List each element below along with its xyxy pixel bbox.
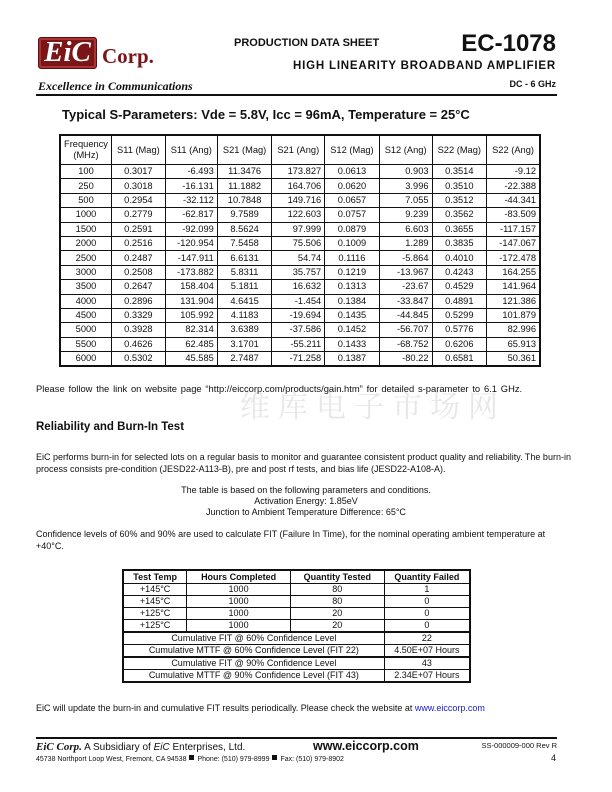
sparam-cell: 3.1701 <box>217 337 272 351</box>
sparam-cell: 0.1384 <box>325 294 380 308</box>
sparam-cell: 0.3512 <box>432 193 487 207</box>
watermark: 维库电子市场网 <box>240 390 506 425</box>
burnin-row <box>123 596 470 608</box>
sparam-cell: 0.5302 <box>112 352 166 367</box>
company-tagline: Excellence in Communications <box>38 79 193 93</box>
part-number: EC-1078 <box>461 30 556 57</box>
sparam-cell: 131.904 <box>165 294 217 308</box>
sparam-cell: 1.289 <box>379 236 432 250</box>
burnin-row <box>123 584 470 596</box>
conditions-line: The table is based on the following parameters and conditions. <box>181 485 431 495</box>
sparam-row <box>60 337 540 351</box>
sparam-cell: 141.964 <box>487 280 540 294</box>
sparam-cell: 0.4891 <box>432 294 487 308</box>
logo-corp-text: Corp. <box>102 44 154 68</box>
sparam-cell: 164.706 <box>272 179 325 193</box>
sparam-cell: -147.911 <box>165 251 217 265</box>
burnin-summary-row <box>123 645 470 658</box>
sparam-cell: 3500 <box>60 280 112 294</box>
summary-label: Cumulative MTTF @ 90% Confidence Level (FIT 43) <box>123 670 384 683</box>
sparam-cell: 45.585 <box>165 352 217 367</box>
sparam-cell: 97.999 <box>272 222 325 236</box>
sparam-cell: 0.1009 <box>325 236 380 250</box>
bullet-square-icon <box>272 755 277 760</box>
sparam-column-header: S21 (Ang) <box>272 135 325 165</box>
header-divider <box>36 94 557 96</box>
sparam-cell: -120.954 <box>165 236 217 250</box>
sparam-cell: 173.827 <box>272 165 325 179</box>
sparam-cell: 7.5458 <box>217 236 272 250</box>
sparam-cell: 11.1882 <box>217 179 272 193</box>
sparam-cell: -37.586 <box>272 323 325 337</box>
burnin-summary-row <box>123 657 470 670</box>
burnin-cell: 20 <box>290 608 384 620</box>
burnin-cell: +145°C <box>123 596 187 608</box>
sparam-cell: 4000 <box>60 294 112 308</box>
burnin-cell: 1000 <box>187 608 291 620</box>
sparam-cell: 9.7589 <box>217 208 272 222</box>
summary-value: 4.50E+07 Hours <box>384 645 470 658</box>
sparam-cell: 2.7487 <box>217 352 272 367</box>
footer-contact <box>36 755 344 763</box>
burnin-cell: 0 <box>384 620 470 633</box>
sparam-row <box>60 323 540 337</box>
sparam-cell: 4.6415 <box>217 294 272 308</box>
sparam-cell: -6.493 <box>165 165 217 179</box>
burnin-column-header: Test Temp <box>123 570 187 584</box>
sparam-cell: 6.6131 <box>217 251 272 265</box>
sparam-cell: 0.3017 <box>112 165 166 179</box>
sparam-cell: 0.1313 <box>325 280 380 294</box>
sparam-cell: 5500 <box>60 337 112 351</box>
sparam-cell: 2500 <box>60 251 112 265</box>
sparam-cell: 7.055 <box>379 193 432 207</box>
sparam-cell: 0.4010 <box>432 251 487 265</box>
sparam-row <box>60 280 540 294</box>
product-title: HIGH LINEARITY BROADBAND AMPLIFIER <box>293 60 556 72</box>
sparam-cell: 3000 <box>60 265 112 279</box>
sparam-cell: 1000 <box>60 208 112 222</box>
page-number: 4 <box>550 753 556 763</box>
sparam-cell: 0.3329 <box>112 308 166 322</box>
sparam-cell: 0.0879 <box>325 222 380 236</box>
sparam-cell: 164.255 <box>487 265 540 279</box>
burnin-cell: 0 <box>384 608 470 620</box>
summary-value: 22 <box>384 632 470 645</box>
sparam-row <box>60 308 540 322</box>
sparam-cell: 1500 <box>60 222 112 236</box>
sparam-cell: 16.632 <box>272 280 325 294</box>
sparam-note: Please follow the link on website page “http://eiccorp.com/products/gain.htm” for detailed s-parameter to 6.1 GHz. <box>36 383 523 394</box>
sparam-cell: 0.3510 <box>432 179 487 193</box>
sparam-column-header: S22 (Mag) <box>432 135 487 165</box>
sparam-cell: 0.1219 <box>325 265 380 279</box>
sparam-cell: 3.996 <box>379 179 432 193</box>
sparam-column-header: Frequency (MHz) <box>60 135 112 165</box>
sparam-cell: -71.258 <box>272 352 325 367</box>
doc-number: SS-000009-000 Rev R <box>481 741 557 750</box>
burnin-cell: 1000 <box>187 584 291 596</box>
sparam-cell: -172.478 <box>487 251 540 265</box>
sparam-cell: 6.603 <box>379 222 432 236</box>
burnin-cell: 20 <box>290 620 384 633</box>
sparam-cell: 9.239 <box>379 208 432 222</box>
burnin-summary-row <box>123 632 470 645</box>
sparam-row <box>60 208 540 222</box>
sparam-cell: 65.913 <box>487 337 540 351</box>
update-note <box>36 703 485 713</box>
burnin-cell: 0 <box>384 596 470 608</box>
update-note-text: EiC will update the burn-in and cumulative FIT results periodically. Please check the website at <box>36 703 415 713</box>
sparam-cell: 2000 <box>60 236 112 250</box>
burnin-summary-row <box>123 670 470 683</box>
sparam-cell: 0.4626 <box>112 337 166 351</box>
burnin-table <box>122 569 471 683</box>
sparam-cell: 0.1387 <box>325 352 380 367</box>
sparam-cell: 0.2516 <box>112 236 166 250</box>
sparam-cell: 50.361 <box>487 352 540 367</box>
reliability-title: Reliability and Burn-In Test <box>36 421 185 433</box>
burnin-cell: 80 <box>290 584 384 596</box>
temperature-difference: Junction to Ambient Temperature Difference: 65°C <box>206 507 406 517</box>
sparam-cell: -68.752 <box>379 337 432 351</box>
bullet-square-icon <box>189 755 194 760</box>
sparam-cell: 0.1452 <box>325 323 380 337</box>
burnin-body <box>123 584 470 683</box>
sparam-cell: 8.5624 <box>217 222 272 236</box>
sparam-column-header: S22 (Ang) <box>487 135 540 165</box>
sparam-cell: -117.157 <box>487 222 540 236</box>
summary-label: Cumulative MTTF @ 60% Confidence Level (FIT 22) <box>123 645 384 658</box>
sparam-cell: 0.6581 <box>432 352 487 367</box>
sparam-cell: 82.996 <box>487 323 540 337</box>
sparam-cell: 0.4529 <box>432 280 487 294</box>
activation-energy: Activation Energy: 1.85eV <box>254 496 358 506</box>
sparam-cell: 0.5299 <box>432 308 487 322</box>
sparam-cell: -147.067 <box>487 236 540 250</box>
sparam-cell: 0.0657 <box>325 193 380 207</box>
sparam-cell: 122.603 <box>272 208 325 222</box>
sparam-cell: 0.4243 <box>432 265 487 279</box>
sparam-cell: -83.509 <box>487 208 540 222</box>
phone: Phone: (510) 979-8999 <box>197 756 270 763</box>
reliability-intro: EiC performs burn-in for selected lots on a regular basis to monitor and guarantee consistent product quality and reliability. The burn-in process consists pre-condition (JESD22-A113-B), pre and post rf tests, and bias life (JESD22-A108-A). <box>36 452 571 474</box>
sparam-cell: 0.5776 <box>432 323 487 337</box>
sparam-cell: 5.1811 <box>217 280 272 294</box>
sparam-cell: -44.341 <box>487 193 540 207</box>
burnin-column-header: Hours Completed <box>187 570 291 584</box>
sparam-cell: 0.3018 <box>112 179 166 193</box>
sparam-cell: 121.386 <box>487 294 540 308</box>
sparam-cell: -16.131 <box>165 179 217 193</box>
summary-value: 43 <box>384 657 470 670</box>
sparam-cell: 0.2896 <box>112 294 166 308</box>
logo-mark: EiC <box>44 36 91 68</box>
sparam-cell: 0.6206 <box>432 337 487 351</box>
burnin-column-header: Quantity Tested <box>290 570 384 584</box>
sparam-cell: 105.992 <box>165 308 217 322</box>
burnin-row <box>123 620 470 633</box>
sparam-row <box>60 179 540 193</box>
sparam-column-header: S12 (Ang) <box>379 135 432 165</box>
burnin-cell: +145°C <box>123 584 187 596</box>
burnin-cell: +125°C <box>123 608 187 620</box>
sparam-cell: 0.2591 <box>112 222 166 236</box>
burnin-cell: +125°C <box>123 620 187 633</box>
sparam-cell: 4500 <box>60 308 112 322</box>
sparam-cell: 62.485 <box>165 337 217 351</box>
burnin-row <box>123 608 470 620</box>
sparam-cell: 11.3476 <box>217 165 272 179</box>
sparam-cell: 158.404 <box>165 280 217 294</box>
sparam-cell: 54.74 <box>272 251 325 265</box>
footer-subsidiary-prefix: A Subsidiary of <box>81 742 154 753</box>
sparam-cell: 0.3514 <box>432 165 487 179</box>
sparam-column-header: S12 (Mag) <box>325 135 380 165</box>
sparam-cell: 5000 <box>60 323 112 337</box>
sparam-column-header: S21 (Mag) <box>217 135 272 165</box>
sparam-cell: 3.6389 <box>217 323 272 337</box>
sparam-cell: 35.757 <box>272 265 325 279</box>
sparam-cell: 0.2954 <box>112 193 166 207</box>
summary-label: Cumulative FIT @ 90% Confidence Level <box>123 657 384 670</box>
sparam-column-header: S11 (Mag) <box>112 135 166 165</box>
sparam-cell: 5.8311 <box>217 265 272 279</box>
sparam-cell: 0.1433 <box>325 337 380 351</box>
sparam-cell: 100 <box>60 165 112 179</box>
sparam-cell: -55.211 <box>272 337 325 351</box>
sparam-cell: 0.0613 <box>325 165 380 179</box>
doc-type: PRODUCTION DATA SHEET <box>234 37 380 49</box>
frequency-range: DC - 6 GHz <box>509 79 556 89</box>
sparam-column-header: S11 (Ang) <box>165 135 217 165</box>
sparam-cell: 10.7848 <box>217 193 272 207</box>
sparam-row <box>60 165 540 179</box>
sparam-cell: 250 <box>60 179 112 193</box>
sparam-cell: 0.3835 <box>432 236 487 250</box>
footer-subsidiary-suffix: Enterprises, Ltd. <box>169 742 246 753</box>
sparam-cell: -56.707 <box>379 323 432 337</box>
sparam-row <box>60 222 540 236</box>
sparam-cell: -92.099 <box>165 222 217 236</box>
sparam-cell: 82.314 <box>165 323 217 337</box>
sparam-cell: 0.903 <box>379 165 432 179</box>
sparam-cell: -80.22 <box>379 352 432 367</box>
sparam-cell: 500 <box>60 193 112 207</box>
sparam-cell: 0.1435 <box>325 308 380 322</box>
footer-subsidiary-brand: EiC <box>153 742 170 753</box>
sparam-row <box>60 352 540 367</box>
footer-company <box>36 741 245 753</box>
fax: Fax: (510) 979-8902 <box>280 756 344 763</box>
sparam-row <box>60 236 540 250</box>
summary-value: 2.34E+07 Hours <box>384 670 470 683</box>
sparam-cell: -23.67 <box>379 280 432 294</box>
sparam-cell: -13.967 <box>379 265 432 279</box>
sparam-cell: -62.817 <box>165 208 217 222</box>
sparam-cell: 0.3928 <box>112 323 166 337</box>
sparam-cell: -33.847 <box>379 294 432 308</box>
sparam-cell: 101.879 <box>487 308 540 322</box>
sparam-title: Typical S-Parameters: Vde = 5.8V, Icc = 96mA, Temperature = 25°C <box>62 107 470 122</box>
sparam-header-row <box>60 135 540 165</box>
sparam-body <box>60 165 540 367</box>
sparam-cell: -19.694 <box>272 308 325 322</box>
sparam-cell: -22.388 <box>487 179 540 193</box>
website-link[interactable]: www.eiccorp.com <box>414 703 485 713</box>
sparam-row <box>60 193 540 207</box>
sparam-cell: 0.2647 <box>112 280 166 294</box>
sparam-cell: -5.864 <box>379 251 432 265</box>
sparam-cell: 0.3562 <box>432 208 487 222</box>
sparam-cell: 0.1116 <box>325 251 380 265</box>
sparam-cell: 0.0620 <box>325 179 380 193</box>
burnin-cell: 1 <box>384 584 470 596</box>
sparam-cell: 0.2487 <box>112 251 166 265</box>
burnin-column-header: Quantity Failed <box>384 570 470 584</box>
sparam-cell: 0.0757 <box>325 208 380 222</box>
sparam-cell: -32.112 <box>165 193 217 207</box>
sparam-table <box>59 134 541 367</box>
sparam-cell: 149.716 <box>272 193 325 207</box>
sparam-row <box>60 265 540 279</box>
sparam-cell: 0.2779 <box>112 208 166 222</box>
sparam-cell: -9.12 <box>487 165 540 179</box>
sparam-cell: 6000 <box>60 352 112 367</box>
sparam-row <box>60 294 540 308</box>
burnin-header-row <box>123 570 470 584</box>
burnin-cell: 80 <box>290 596 384 608</box>
sparam-cell: 0.2508 <box>112 265 166 279</box>
confidence-note: Confidence levels of 60% and 90% are used to calculate FIT (Failure In Time), for the nominal operating ambient temperature at +40°C. <box>36 529 546 551</box>
footer-brand: EiC Corp. <box>36 741 82 753</box>
footer-website[interactable]: www.eiccorp.com <box>313 739 419 753</box>
sparam-cell: -173.882 <box>165 265 217 279</box>
summary-label: Cumulative FIT @ 60% Confidence Level <box>123 632 384 645</box>
sparam-cell: -44.845 <box>379 308 432 322</box>
footer-divider <box>36 737 557 739</box>
address: 45738 Northport Loop West, Fremont, CA 94538 <box>36 756 187 763</box>
burnin-cell: 1000 <box>187 620 291 633</box>
burnin-cell: 1000 <box>187 596 291 608</box>
sparam-cell: 75.506 <box>272 236 325 250</box>
sparam-row <box>60 251 540 265</box>
sparam-cell: -1.454 <box>272 294 325 308</box>
sparam-cell: 4.1183 <box>217 308 272 322</box>
sparam-cell: 0.3655 <box>432 222 487 236</box>
